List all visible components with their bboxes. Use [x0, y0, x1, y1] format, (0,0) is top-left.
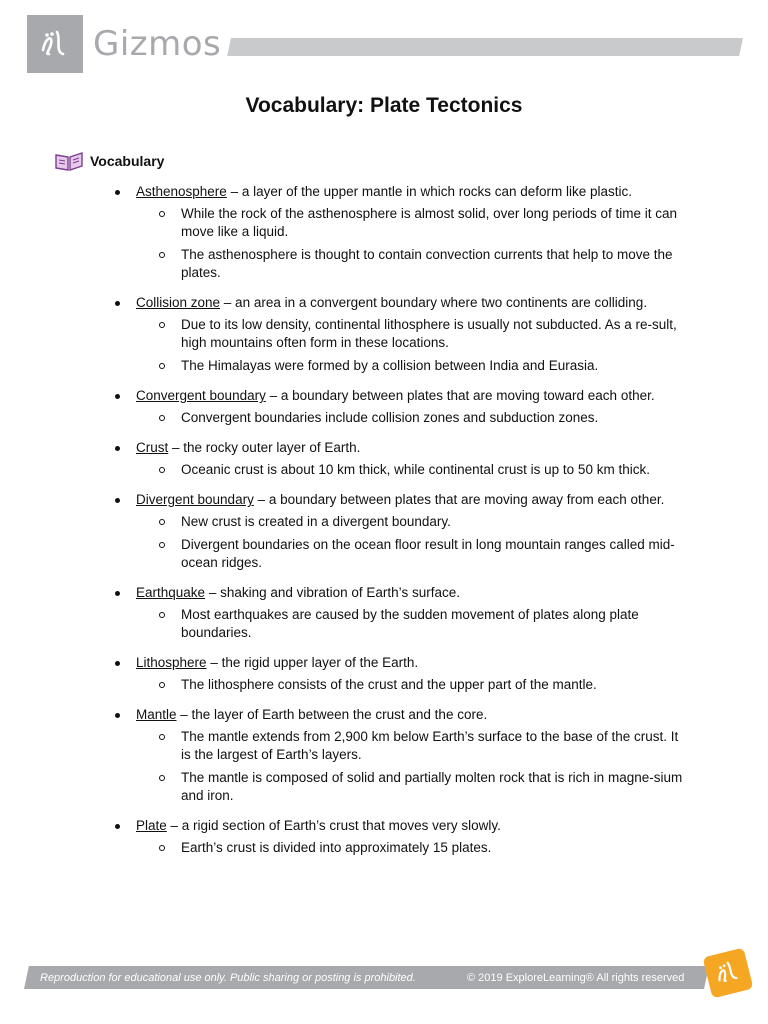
bullet	[115, 190, 120, 195]
note-text: Earth’s crust is divided into approximately 15 plates.	[181, 840, 492, 855]
vocab-term-plate	[110, 817, 690, 857]
book-icon	[54, 150, 84, 172]
vocab-term-convergent-boundary	[110, 387, 690, 427]
footer-copyright: © 2019 ExploreLearning® All rights reserved	[467, 972, 685, 984]
term-word: Lithosphere	[136, 655, 207, 670]
section-label: Vocabulary	[90, 153, 165, 169]
term-note	[136, 205, 690, 241]
term-note	[136, 606, 690, 642]
term-word: Mantle	[136, 707, 177, 722]
term-definition: – a layer of the upper mantle in which rocks can deform like plastic.	[226, 184, 633, 199]
note-text: While the rock of the asthenosphere is almost solid, over long periods of time it can move like a liquid.	[181, 206, 677, 239]
term-definition: – a boundary between plates that are moving toward each other.	[265, 388, 655, 403]
term-note	[136, 357, 690, 375]
footer-notice: Reproduction for educational use only. Public sharing or posting is prohibited.	[40, 972, 416, 984]
term-definition: – an area in a convergent boundary where two continents are colliding.	[220, 295, 648, 310]
term-word: Crust	[136, 440, 169, 455]
term-word: Convergent boundary	[136, 388, 266, 403]
note-text: Oceanic crust is about 10 km thick, while continental crust is up to 50 km thick.	[181, 462, 650, 477]
bullet	[115, 301, 120, 306]
term-word: Earthquake	[136, 585, 206, 600]
term-definition: – a rigid section of Earth’s crust that moves very slowly.	[166, 818, 501, 833]
note-text: Most earthquakes are caused by the sudden movement of plates along plate boundaries.	[181, 607, 639, 640]
note-text: The lithosphere consists of the crust and the upper part of the mantle.	[181, 677, 597, 692]
term-word: Collision zone	[136, 295, 221, 310]
term-note	[136, 461, 690, 479]
bullet	[115, 498, 120, 503]
document-title: Vocabulary: Plate Tectonics	[245, 94, 523, 117]
term-word: Plate	[136, 818, 167, 833]
header-decorative-bar	[227, 38, 743, 56]
note-text: The Himalayas were formed by a collision between India and Eurasia.	[181, 358, 599, 373]
bullet	[115, 394, 120, 399]
term-note	[136, 728, 690, 764]
vocab-term-mantle	[110, 706, 690, 805]
term-definition: – a boundary between plates that are moving away from each other.	[253, 492, 665, 507]
term-definition: – the layer of Earth between the crust and the core.	[176, 707, 488, 722]
bullet	[115, 713, 120, 718]
term-note	[136, 839, 690, 857]
bullet	[115, 824, 120, 829]
vocab-term-lithosphere	[110, 654, 690, 694]
term-note	[136, 316, 690, 352]
section-heading	[54, 150, 164, 172]
bullet	[115, 591, 120, 596]
term-note	[136, 769, 690, 805]
term-note	[136, 536, 690, 572]
note-text: Due to its low density, continental lithosphere is usually not subducted. As a re-sult, high mountains often form in these locations.	[181, 317, 677, 350]
note-text: The mantle is composed of solid and partially molten rock that is rich in magne-sium and iron.	[181, 770, 683, 803]
vocab-term-divergent-boundary	[110, 491, 690, 572]
term-word: Divergent boundary	[136, 492, 254, 507]
term-note	[136, 409, 690, 427]
vocab-term-collision-zone	[110, 294, 690, 375]
term-note	[136, 676, 690, 694]
term-note	[136, 246, 690, 282]
term-definition: – shaking and vibration of Earth’s surface.	[205, 585, 460, 600]
vocab-term-asthenosphere	[110, 183, 690, 282]
brand-name: Gizmos	[93, 24, 222, 64]
note-text: Convergent boundaries include collision zones and subduction zones.	[181, 410, 599, 425]
bullet	[115, 446, 120, 451]
note-text: The asthenosphere is thought to contain convection currents that help to move the plates.	[181, 247, 673, 280]
note-text: New crust is created in a divergent boundary.	[181, 514, 451, 529]
term-note	[136, 513, 690, 531]
bullet	[115, 661, 120, 666]
explorelearning-logo-icon	[27, 15, 83, 73]
note-text: Divergent boundaries on the ocean floor result in long mountain ranges called mid-ocean ridges.	[181, 537, 675, 570]
explorelearning-badge-icon	[703, 948, 754, 999]
term-definition: – the rocky outer layer of Earth.	[168, 440, 361, 455]
vocabulary-list	[110, 183, 690, 869]
term-word: Asthenosphere	[136, 184, 227, 199]
vocab-term-crust	[110, 439, 690, 479]
vocab-term-earthquake	[110, 584, 690, 642]
term-definition: – the rigid upper layer of the Earth.	[206, 655, 419, 670]
note-text: The mantle extends from 2,900 km below Earth’s surface to the base of the crust. It is the largest of Earth’s layers.	[181, 729, 679, 762]
